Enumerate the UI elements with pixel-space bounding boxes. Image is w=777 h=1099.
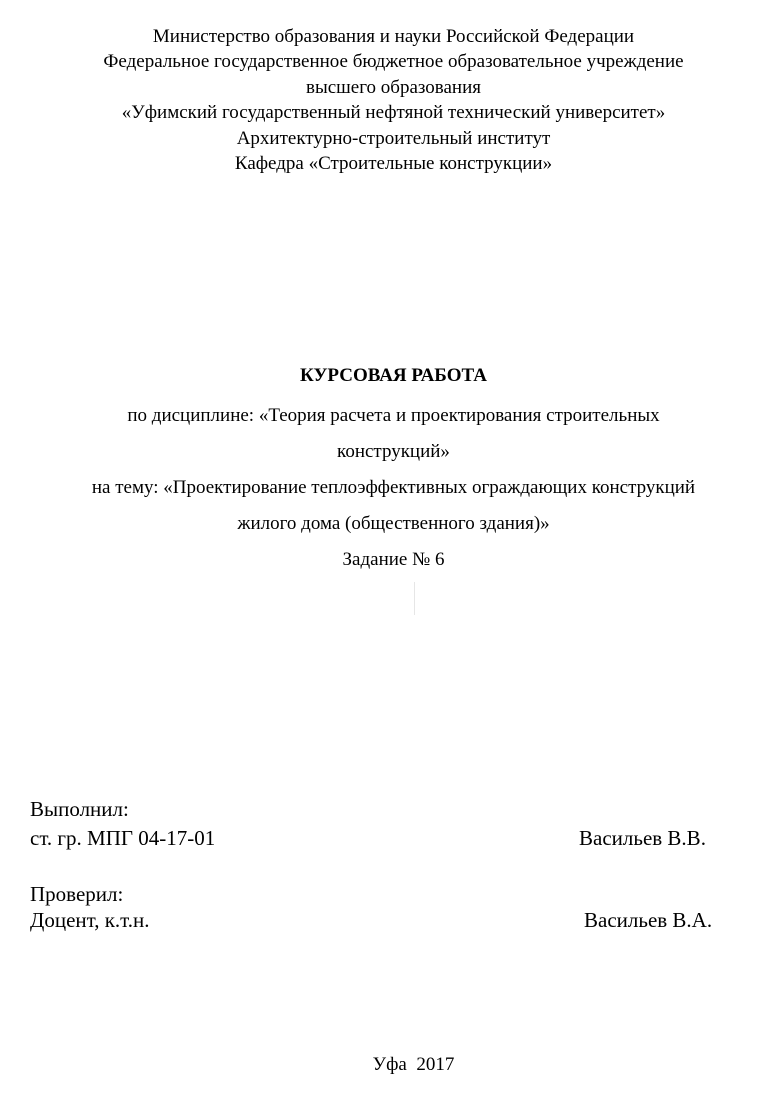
institution-header bbox=[0, 24, 777, 176]
ministry-line: Министерство образования и науки Российской Федерации bbox=[152, 26, 635, 47]
institution-type-line: Федеральное государственное бюджетное образовательное учреждение bbox=[103, 51, 684, 73]
institute-line: Архитектурно-строительный институт bbox=[236, 127, 551, 149]
department-line: Кафедра «Строительные конструкции» bbox=[234, 153, 553, 175]
assignment-number: Задание № 6 bbox=[342, 549, 445, 570]
document-title: КУРСОВАЯ РАБОТА bbox=[300, 365, 487, 386]
student-name: Васильев В.В. bbox=[579, 826, 706, 850]
supervisor-position: Доцент, к.т.н. bbox=[30, 908, 150, 932]
education-level-line: высшего образования bbox=[305, 76, 482, 98]
discipline-line-2: конструкций» bbox=[337, 441, 450, 462]
performed-by-label: Выполнил: bbox=[30, 797, 129, 821]
student-group: ст. гр. МПГ 04-17-01 bbox=[30, 826, 216, 850]
supervisor-name: Васильев В.А. bbox=[584, 908, 713, 932]
topic-line-2: жилого дома (общественного здания)» bbox=[237, 513, 550, 534]
checked-by-label: Проверил: bbox=[30, 882, 124, 906]
university-name-line: «Уфимский государственный нефтяной технический университет» bbox=[121, 102, 666, 124]
discipline-line-1: по дисциплине: «Теория расчета и проектирования строительных bbox=[127, 405, 660, 426]
topic-line-1: на тему: «Проектирование теплоэффективных ограждающих конструкций bbox=[91, 477, 696, 498]
text-cursor bbox=[414, 582, 415, 615]
city-year: Уфа 2017 bbox=[372, 1054, 455, 1075]
work-subject-block bbox=[0, 398, 777, 578]
